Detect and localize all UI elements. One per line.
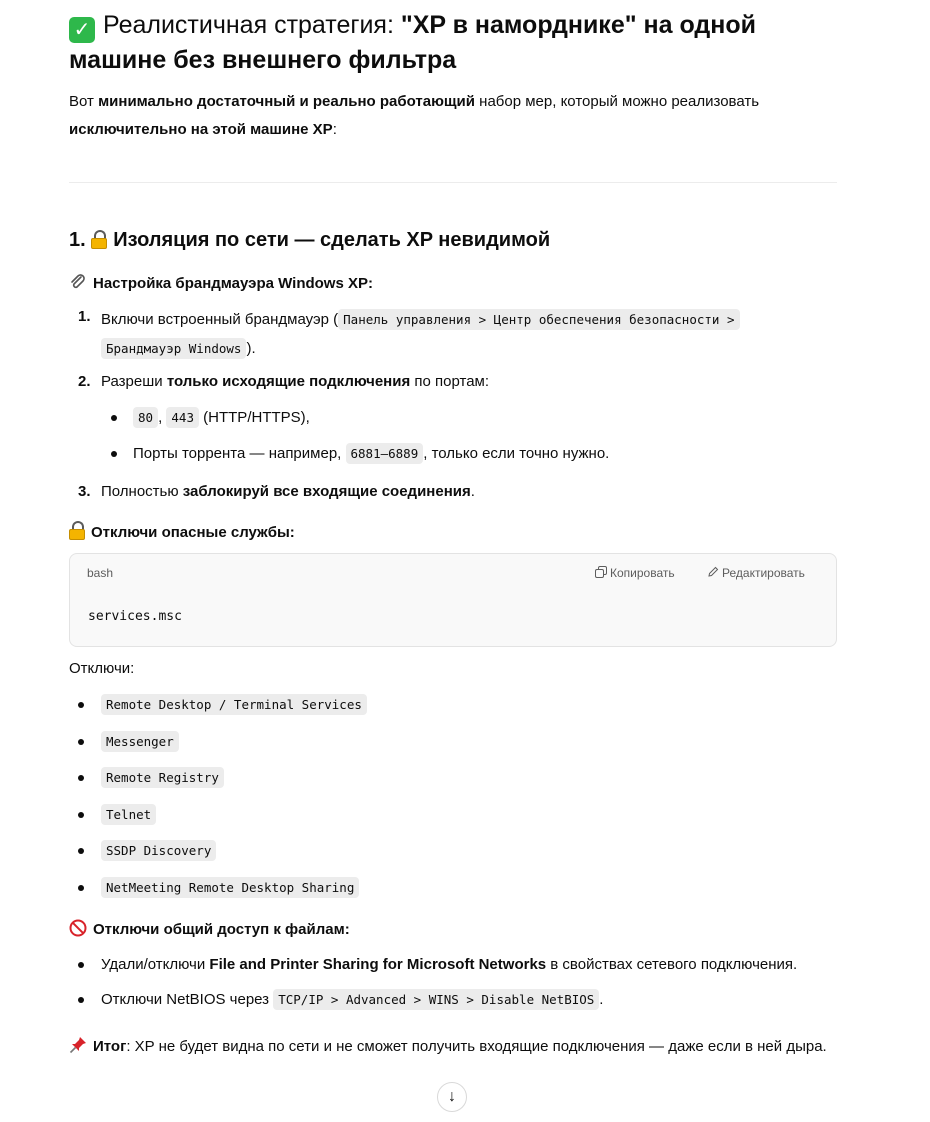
title-normal: Реалистичная стратегия: xyxy=(103,11,401,39)
copy-button[interactable]: Копировать xyxy=(595,566,675,580)
sharing-heading: Отключи общий доступ к файлам: xyxy=(69,918,350,942)
bullet xyxy=(111,415,117,421)
list-item: Remote Registry xyxy=(101,766,224,790)
summary-paragraph: Итог: XP не будет видна по сети и не сможет получить входящие подключения — даже если в ней дыра. xyxy=(69,1033,837,1061)
disable-label: Отключи: xyxy=(69,660,135,677)
copy-icon xyxy=(595,566,607,578)
title-bold: "XP в наморднике" на одной машине без внешнего фильтра xyxy=(69,11,757,74)
services-heading: Отключи опасные службы: xyxy=(69,521,295,545)
list-item: Включи встроенный брандмауэр ( Панель управления > Центр обеспечения безопасности > Брандмауэр Windows ). xyxy=(101,305,837,363)
list-item: Messenger xyxy=(101,730,179,754)
page-title xyxy=(69,8,837,77)
code-source: services.msc xyxy=(88,609,182,624)
edit-icon xyxy=(707,566,719,578)
list-item: Удали/отключи File and Printer Sharing for Microsoft Networks в свойствах сетевого подключения. xyxy=(101,956,798,973)
list-item: 80 , 443 (HTTP/HTTPS), xyxy=(133,406,310,430)
prohibited-icon xyxy=(69,919,87,937)
list-number: 2. xyxy=(78,373,91,390)
bullet xyxy=(78,962,84,968)
intro-paragraph: Вот минимально достаточный и реально работающий набор мер, который можно реализовать исключительно на этой машине XP: xyxy=(69,93,760,138)
paperclip-icon xyxy=(69,273,87,291)
list-item: NetMeeting Remote Desktop Sharing xyxy=(101,876,359,900)
lock-icon xyxy=(91,230,107,249)
bullet xyxy=(78,775,84,781)
lock-icon xyxy=(69,521,85,540)
pushpin-icon xyxy=(69,1036,87,1054)
firewall-heading: Настройка брандмауэра Windows XP: xyxy=(69,272,373,296)
list-item: Порты торрента — например, 6881–6889 , только если точно нужно. xyxy=(133,445,610,462)
list-item: Разреши только исходящие подключения по портам: xyxy=(101,373,490,390)
list-item: SSDP Discovery xyxy=(101,839,216,863)
arrow-down-icon: ↓ xyxy=(448,1088,456,1105)
section-heading: 1. Изоляция по сети — сделать XP невидимой xyxy=(69,229,551,251)
bullet xyxy=(78,812,84,818)
list-number: 1. xyxy=(78,308,91,325)
bullet xyxy=(78,848,84,854)
bullet xyxy=(78,885,84,891)
list-item: Полностью заблокируй все входящие соединения. xyxy=(101,483,475,500)
bullet xyxy=(78,997,84,1003)
bullet xyxy=(78,739,84,745)
divider xyxy=(69,182,837,183)
code-block xyxy=(69,553,837,647)
check-mark-icon: ✓ xyxy=(69,17,95,43)
bullet xyxy=(78,702,84,708)
edit-button[interactable]: Редактировать xyxy=(707,566,805,580)
scroll-down-button[interactable] xyxy=(437,1082,467,1112)
list-item: Remote Desktop / Terminal Services xyxy=(101,693,367,717)
list-item: Telnet xyxy=(101,803,156,827)
list-item: Отключи NetBIOS через TCP/IP > Advanced > WINS > Disable NetBIOS . xyxy=(101,991,604,1008)
code-language: bash xyxy=(87,566,114,580)
list-number: 3. xyxy=(78,483,91,500)
bullet xyxy=(111,451,117,457)
